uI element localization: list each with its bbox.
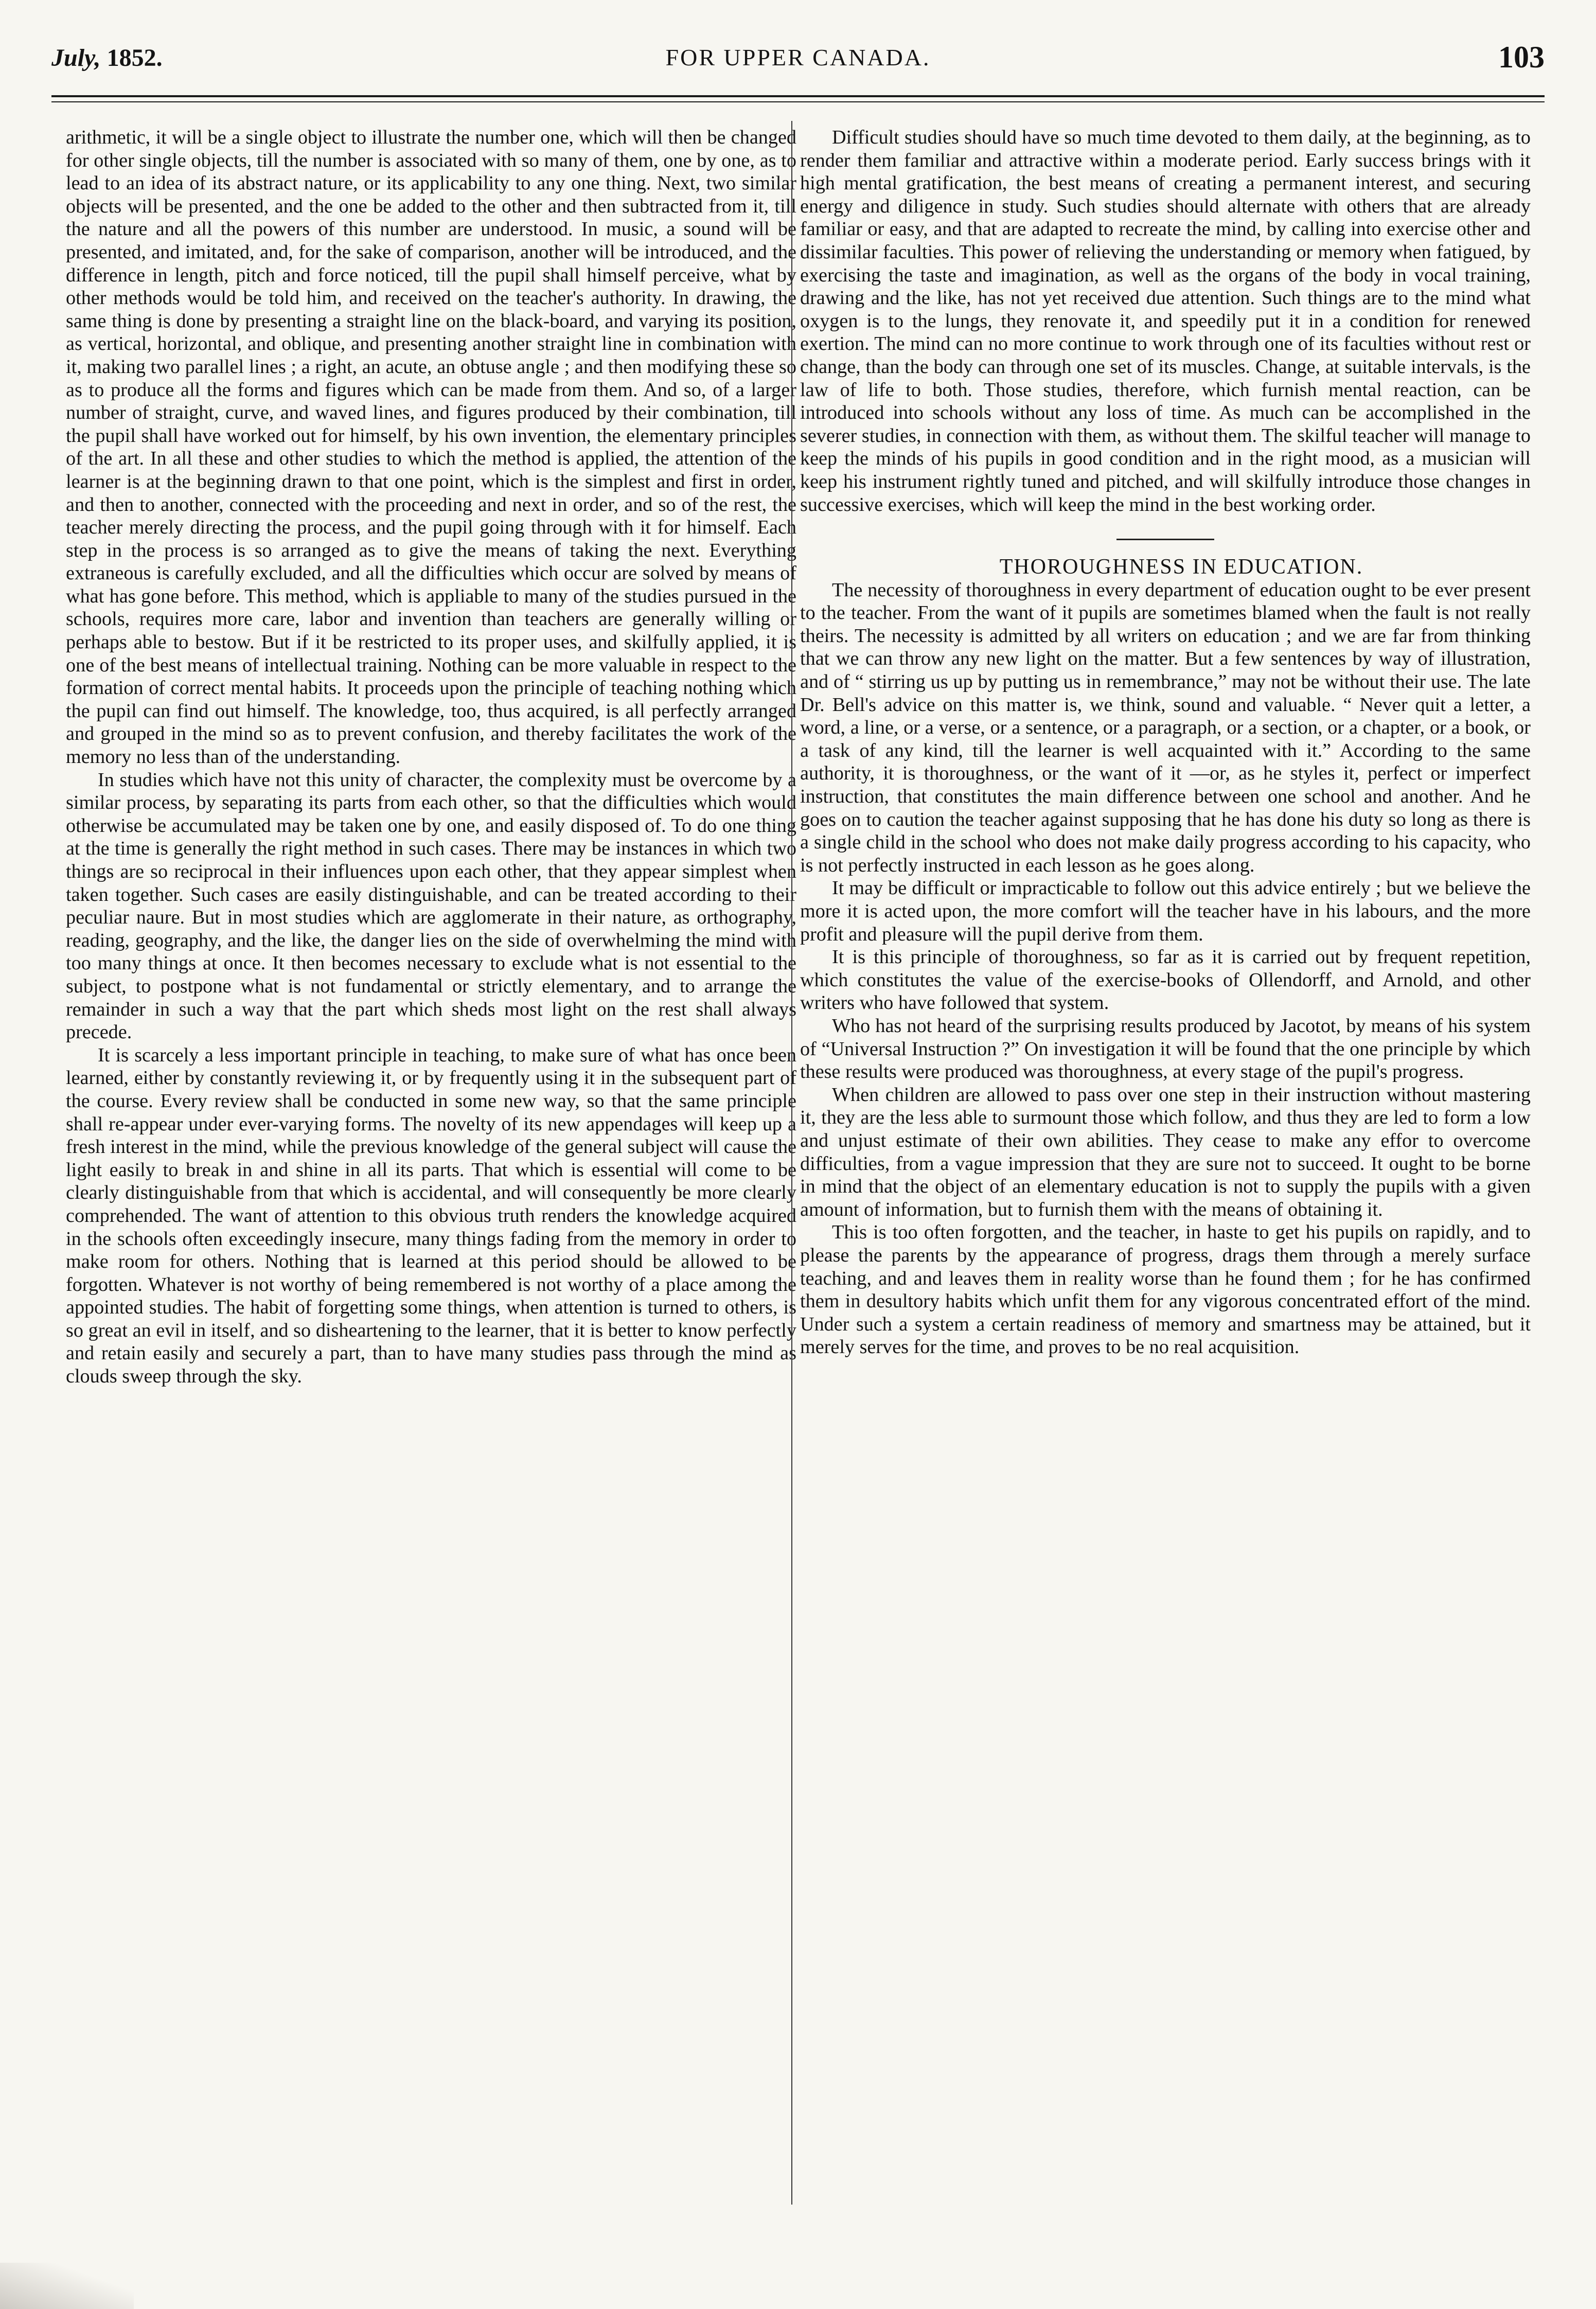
paper-stain (0, 2263, 134, 2309)
body-paragraph: It is this principle of thoroughness, so far as it is carried out by frequent repetition, which constitutes the value of the exercise-books of Ollendorff, and Arnold, and other writers who have followed that system. (800, 946, 1531, 1014)
body-paragraph: This is too often forgotten, and the teacher, in haste to get his pupils on rapidly, and to please the parents by the appearance of progress, drags them through a merely surface teaching, and and leaves them in reality worse than he found them ; for he has confirmed them in desultory habits which unfit them for any vigorous concentrated effort of the mind. Under such a system a certain readiness of memory and smartness may be attained, but it merely serves for the time, and proves to be no real acquisition. (800, 1221, 1531, 1358)
body-paragraph: arithmetic, it will be a single object to illustrate the number one, which will then be changed for other single objects, till the number is associated with so many of them, one by one, as to lead to an idea of its abstract nature, or its applicability to any one thing. Next, two similar objects will be presented, and the one be added to the other and then subtracted from it, till the nature and all the powers of this number are understood. In music, a sound will be presented, and imitated, and, for the sake of comparison, another will be introduced, and the difference in length, pitch and force noticed, till the pupil shall himself perceive, what by other methods would be told him, and received on the teacher's authority. In drawing, the same thing is done by presenting a straight line on the black-board, and varying its position, as vertical, horizontal, and oblique, and presenting another straight line in combination with it, making two parallel lines ; a right, an acute, an obtuse angle ; and then modifying these so as to produce all the forms and figures which can be made from them. And so, of a larger number of straight, curve, and waved lines, and figures produced by their combination, till the pupil shall have worked out for himself, by his own invention, the elementary principles of the art. In all these and other studies to which the method is applied, the attention of the learner is at the beginning drawn to that one point, which is the simplest and first in order, and then to another, connected with the proceeding and next in order, and so of the rest, the teacher merely directing the process, and the pupil going through with it for himself. Each step in the process is so arranged as to give the means of taking the next. Everything extraneous is carefully excluded, and all the difficulties which occur are solved by means of what has gone before. This method, which is appliable to many of the studies pursued in the schools, requires more care, labor and invention than teachers are generally willing or perhaps able to bestow. But if it be restricted to its proper uses, and skilfully applied, it is one of the best means of intellectual training. Nothing can be more valuable in respect to the formation of correct mental habits. It proceeds upon the principle of teaching nothing which the pupil can find out himself. The knowledge, too, thus acquired, is all perfectly arranged and grouped in the mind so as to prevent confusion, and thereby facilitates the work of the memory no less than of the understanding. (66, 127, 796, 768)
body-paragraph: The necessity of thoroughness in every department of education ought to be ever present to the teacher. From the want of it pupils are sometimes blamed when the fault is not really theirs. The necessity is admitted by all writers on education ; and we are far from thinking that we can throw any new light on the matter. But a few sentences by way of illustration, and of “ stirring us up by putting us in remembrance,” may not be without their use. The late Dr. Bell's advice on this matter is, we think, sound and valuable. “ Never quit a letter, a word, a line, or a verse, or a sentence, or a paragraph, or a section, or a chapter, or a book, or a task of any kind, till the learner is well acquainted with it.” According to the same authority, it is thoroughness, or the want of it —or, as he styles it, perfect or imperfect instruction, that constitutes the main difference between one school and another. And he goes on to caution the teacher against supposing that he has done his duty so long as there is a single child in the school who does not make daily progress according to his capacity, who is not perfectly instructed in each lesson as he goes along. (800, 579, 1531, 876)
body-paragraph: It is scarcely a less important principle in teaching, to make sure of what has once been learned, either by constantly reviewing it, or by frequently using it in the subsequent part of the course. Every review shall be conducted in some new way, so that the same principle shall re-appear under ever-varying forms. The novelty of its new appendages will keep up a fresh interest in the mind, while the previous knowledge of the general subject will cause the light easily to break in and shine in all its parts. That which is essential will come to be clearly distinguishable from that which is accidental, and will consequently be more clearly comprehended. The want of attention to this obvious truth renders the knowledge acquired in the schools often exceedingly insecure, many things fading from the memory in order to make room for others. Nothing that is learned at this period should be allowed to be forgotten. Whatever is not worthy of being remembered is not worthy of a place among the appointed studies. The habit of forgetting some things, when attention is turned to others, is so great an evil in itself, and so disheartening to the learner, that it is better to know perfectly and retain easily and securely a part, than to have many studies pass through the mind as clouds sweep through the sky. (66, 1044, 796, 1388)
column-divider (791, 121, 792, 2205)
body-paragraph: It may be difficult or impracticable to follow out this advice entirely ; but we believe the more it is acted upon, the more comfort will the teacher have in his labours, and the more profit and pleasure will the pupil derive from them. (800, 877, 1531, 945)
page-header (51, 40, 1545, 85)
header-rule (51, 95, 1545, 97)
running-title: FOR UPPER CANADA. (665, 44, 931, 70)
issue-year: 1852. (107, 44, 163, 72)
body-paragraph: When children are allowed to pass over one step in their instruction without mastering it, they are the less able to surmount those which follow, and thus they are led to form a low and unjust estimate of their own abilities. They cease to make any effor to overcome difficulties, from a vague impression that they are sure not to succeed. It ought to be borne in mind that the object of an elementary education is not to supply the pupils with a given amount of information, but to furnish them with the means of obtaining it. (800, 1084, 1531, 1220)
body-paragraph: Difficult studies should have so much time devoted to them daily, at the beginning, as to render them familiar and attractive within a moderate period. Early success brings with it high mental gratification, the best means of creating a permanent interest, and securing energy and diligence in study. Such studies should alternate with others that are already familiar or easy, and that are adapted to recreate the mind, by calling into exercise other and dissimilar faculties. This power of relieving the understanding or memory when fatigued, by exercising the taste and imagination, as well as the organs of the body in vocal training, drawing and the like, has not yet received due attention. Such things are to the mind what oxygen is to the lungs, they renovate it, and speedily put it in a condition for renewed exertion. The mind can no more continue to work through one of its faculties without rest or change, than the body can through one set of its muscles. Change, at suitable intervals, is the law of life to both. Those studies, therefore, which furnish mental reaction, can be introduced into schools without any loss of time. As much can be accomplished in the severer studies, in connection with them, as without them. The skilful teacher will manage to keep the minds of his pupils in good condition and in the right mood, as a musician will keep his instrument rightly tuned and pitched, and will skilfully introduce those changes in successive exercises, which will keep the mind in the best working order. (800, 127, 1531, 516)
issue-month: July, (51, 44, 101, 72)
section-title: THOROUGHNESS IN EDUCATION. (999, 555, 1363, 579)
body-paragraph: In studies which have not this unity of character, the complexity must be overcome by a similar process, by separating its parts from each other, so that the difficulties which would otherwise be accumulated may be taken one by one, and easily disposed of. To do one thing at the time is generally the right method in such cases. There may be instances in which two things are so reciprocal in their influences upon each other, that they appear simplest when taken together. Such cases are easily distinguishable, and can be treated according to their peculiar naure. But in most studies which are agglomerate in their nature, as orthography, reading, geography, and the like, the danger lies on the side of overwhelming the mind with too many things at once. It then becomes necessary to exclude what is not essential to the subject, to postpone what is not fundamental or strictly elementary, and to arrange the remainder in such a way that the part which sheds most light on the rest shall always precede. (66, 769, 796, 1043)
left-column (66, 126, 796, 1388)
page-number: 103 (1498, 40, 1545, 74)
header-rule-thin (51, 101, 1545, 102)
section-separator (1116, 539, 1214, 540)
body-paragraph: Who has not heard of the surprising results produced by Jacotot, by means of his system of “Universal Instruction ?” On investigation it will be found that the one principle by which these results were produced was thoroughness, at every stage of the pupil's progress. (800, 1015, 1531, 1083)
right-column (800, 126, 1531, 1359)
